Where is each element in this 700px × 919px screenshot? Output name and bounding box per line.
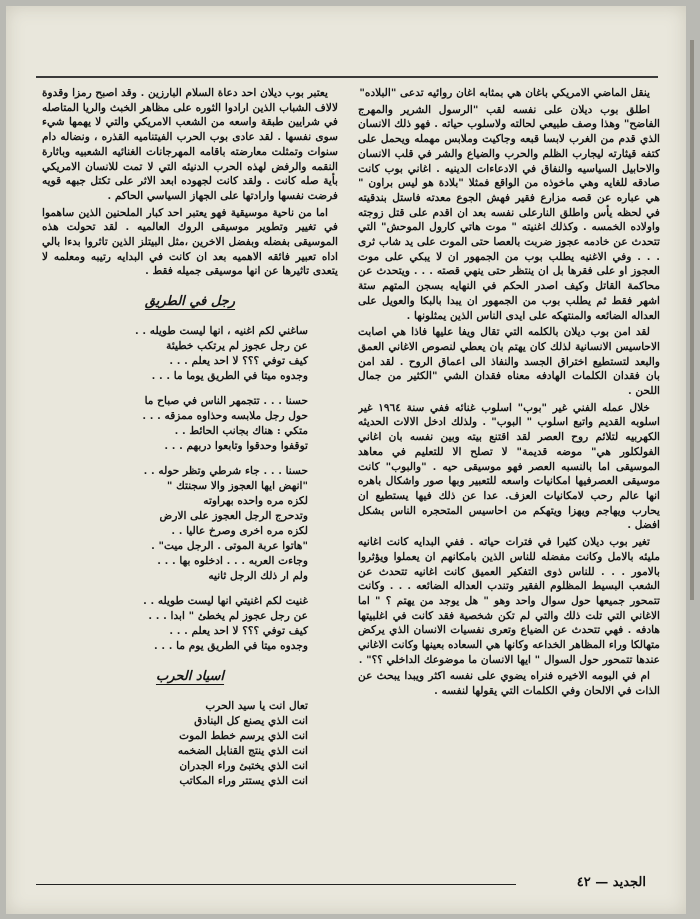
paragraph: تغير بوب ديلان كثيرا في فترات حياته . ففي البدايه كانت اغانيه مليئه بالامل وكانت مفضله للناس الذين بامكانهم ان يعملوا ويؤثروا بالامور . . . للناس ذوى التفكير العميق كانت اغانيه تتحدث عن الشعب البسيط المظلوم الفقير وتندب العداله الضائعه . . . وكانت تتمحور جميعها حول سوال واحد وهو " هل يوجد من يهتم ؟ " اما الاغاني التي تلت ذلك والتي لم تكن شخصية فقد كانت في اغلبيتها هادفه . فهي تتحدث عن الضياع وتعرى نفسيات الانسان الذي يركض متهالكا وراء المظاهر الخداعه وكانها هي السعاده بعينها وكانت الاغاني عندها تتمحور حول السوال " ايها الانسان ما موضوعك الداخلي ؟؟" . xyxy=(358,536,660,666)
page-number: ٤٢ xyxy=(576,875,591,890)
poem-line: حسنا . . . جاء شرطي وتظر حوله . . xyxy=(143,464,308,477)
poem-line: عن رجل عجوز لم يرتكب خطيئة xyxy=(166,339,308,352)
poem-line: وجدوه ميتا في الطريق يوما ما . . . xyxy=(151,369,308,382)
poem-line: انت الذي يستتر وراء المكاتب xyxy=(179,774,308,787)
page-edge-shadow xyxy=(690,40,694,600)
poem-line: حول رجل ملابسه وحذاوه ممزقه . . . xyxy=(142,409,308,422)
top-rule xyxy=(36,76,658,78)
right-column xyxy=(358,86,660,886)
poem-stanza xyxy=(42,594,338,654)
paragraph: ام في البومه الاخيره فنراه يضوي على نفسه اكثر ويبدا يبحث عن الذات في الالحان وفي الكلمات التي يقولها لنفسه . xyxy=(358,670,660,698)
poem-line: "هاتوا عربة الموتى . الرجل ميت" . xyxy=(151,539,308,552)
paragraph: لقد امن بوب ديلان بالكلمه التي تقال ويفا عليها فاذا هي اصابت الاحاسيس الانسانية لذلك كان يهتم بان يعطي لنصوص الاغاني العمق والبعد لتستطيع اختراق الجسد والنفاذ الى اعماق الروح . لقد امن بان فقدان الكلمات الهادفه معناه فقدان الشي "الكثير من جمال اللحن . xyxy=(358,326,660,398)
poem-line: غنيت لكم اغنيتي انها ليست طويله . . xyxy=(143,594,308,607)
poem-line: عن رجل عجوز لم يخطئ " ابدا . . . xyxy=(148,609,308,622)
poem-line: تعال انت يا سيد الحرب xyxy=(205,699,308,712)
paragraph: ينقل الماضي الامريكي باغان هي بمثابه اغان روائيه تدعى "البلاده" xyxy=(359,87,650,99)
poem-line: انت الذي يصنع كل البنادق xyxy=(194,714,308,727)
footer-rule xyxy=(36,884,516,885)
poem-stanza xyxy=(42,324,338,384)
poem-line: انت الذي ينتج القنابل الضخمه xyxy=(177,744,308,757)
paragraph: خلال عمله الفني غير "بوب" اسلوب غنائه ففي سنة ١٩٦٤ غير اسلوبه القديم واتبع اسلوب " البوب" . ولذلك ادخل الالات الحديثه الكهربيه لتلائم روح العصر لقد اقتنع بيته وبين نفسه بان اغاني الفولكلور هي" موضه قديمة" لا تصلح الا للتعليم في معاهد الموسيقى اما بالنسبه العصر فهو موسيقى حيه . "والبوب" كانت موسيقى العصرفيها امكانيات واسعه للتعبير وبها صور واشكال باهره انها عالم رحب لامكانيات العزف. عدا عن ذلك فيها يستطيع ان يحارب ويهاجم ويهزا ويتهكم من احاسيس المتحجره الناس بشكل افضل . xyxy=(358,401,660,532)
paragraph: اطلق بوب ديلان على نفسه لقب "الرسول الشرير والمهرج الفاضح" وهذا وصف طبيعي لحالته ولاسلوب حياته . فهو ذلك الانسان الذي قدم من الغرب لابسا قبعه وجاكيت وملابس مهمله ويحمل على كتفه قيثارته ليجارب الظلم والحرب والضياع والشر في قلب الانسان والاحابيل السياسيه والنفاق في الادعاءات الدينيه . اغاني بوب كانت صادقه للغايه وهي ماخوذه من الواقع فمثلا "بلادة هو ليس براون " هي عباره عن قصه مزارع فقير فهش الجوع معدته فاستل بندقيته في لحظه يأس واطلق النارعلى نفسه بعد ان اقدم على قتل زوجته واولاده الخمسه . وكذلك اغنيته " موت هاتي كارول الموحش" التي تتحدث عن خادمه عجوز ضربت بالعصا حتى الموت على يد شاب ثرى . . . وفي الاغنيه يطلب بوب من الجمهور ان لا يبكي على موت العجوز او على فقرها بل ان ينتظر حتى ينهي قصته . . . ويتحدث عن محاكمة القاتل وكيف اصدر الحكم في النهايه بسجن المتهم ستة اشهر فقط ثم يطلب بوب من الجمهور ان يبدا بالبكا والعويل على العداله الضائعه والمنتهكه على ايدى الناس الذين يمثلونها . xyxy=(358,103,660,322)
poem-line: كيف توفي ؟؟؟ لا احد يعلم . . . xyxy=(169,354,308,367)
poem-line: انت الذي يرسم خطط الموت xyxy=(179,729,308,742)
poem-line: حسنا . . . تتجمهر الناس في صباح ما xyxy=(144,394,308,407)
poem-stanza xyxy=(42,394,338,454)
poem-line: لكزه مره اخرى وصرخ عاليا . . xyxy=(171,524,308,537)
poem-stanza xyxy=(42,464,338,584)
poem-line: لكزه مره واحده بهراوته xyxy=(203,494,308,507)
poem-line: متكي : هناك بجانب الحائط . . xyxy=(174,424,308,437)
poem-line: ولم ار ذلك الرجل ثانيه xyxy=(208,569,308,582)
poem-title-masters-of-war: اسياد الحرب xyxy=(155,668,225,684)
poem-line: انت الذي يختبئ وراء الجدران xyxy=(179,759,308,772)
poem-line: وتدحرج الرجل العجوز على الارض xyxy=(159,509,308,522)
magazine-page xyxy=(6,6,686,914)
poem-title-man-on-street: رجل في الطريق xyxy=(144,294,236,310)
poem-line: وجدوه ميتا في الطريق يوم ما . . . xyxy=(153,639,308,652)
footer-separator: — xyxy=(595,875,609,890)
poem-line: توقفوا وحدقوا وتابعوا دربهم . . . xyxy=(164,439,308,452)
magazine-name: الجديد xyxy=(612,875,646,890)
poem-line: ساغني لكم اغنيه ، انها ليست طويله . . xyxy=(135,324,308,337)
poem-line: "انهض ايها العجوز والا سجنتك " xyxy=(166,479,308,492)
poem-line: وجاءت العربه . . . ادخلوه بها . . . xyxy=(157,554,308,567)
poem-line: كيف توفي ؟؟؟ لا احد يعلم . . . xyxy=(169,624,308,637)
page-footer xyxy=(526,875,646,890)
poem-stanza xyxy=(42,699,338,789)
paragraph: يعتبر بوب ديلان احد دعاة السلام البارزين . وقد اصبح رمزا وقدوة لالاف الشباب الذين ارادوا الثوره على مظاهر الخبث والريا المتاصله في شرايين طبقة واسعه من الشعب الامريكي والتي لا يهمها شيء سوى نفسها . لقد عادى بوب الحرب الفيتناميه القذره ، ونضاله دام سنوات وتمثلت معارضته باقامه المهرجانات الغنائيه الشعبيه وباثارة النقمه والرفض لهذه الحرب الدنيئه التي لا تمت للانسان الامريكي بأية صله كانت . ولقد كانت لجهوده ابعد الاثر على تكتل جبهه قويه فرضت نفسها وارادتها على الجهاز السياسي الحاكم . xyxy=(42,87,338,202)
paragraph: اما من ناحية موسيقية فهو يعتبر احد كبار الملحنين الذين ساهموا في تغيير وتطوير موسيقى الروك العالميه . لقد تحولت هذه الموسيقى بفضله وبفضل الاخرين ،مثل البيتلز الذين تاثروا بدءا بالي اداه تعبير فائقه الاهميه بعد ان كانت في البدايه رتيبه ومعلمه لا يتعدى تاثيرها عن انها موسيقى جميله فقط . xyxy=(42,206,338,278)
left-column xyxy=(42,86,338,886)
